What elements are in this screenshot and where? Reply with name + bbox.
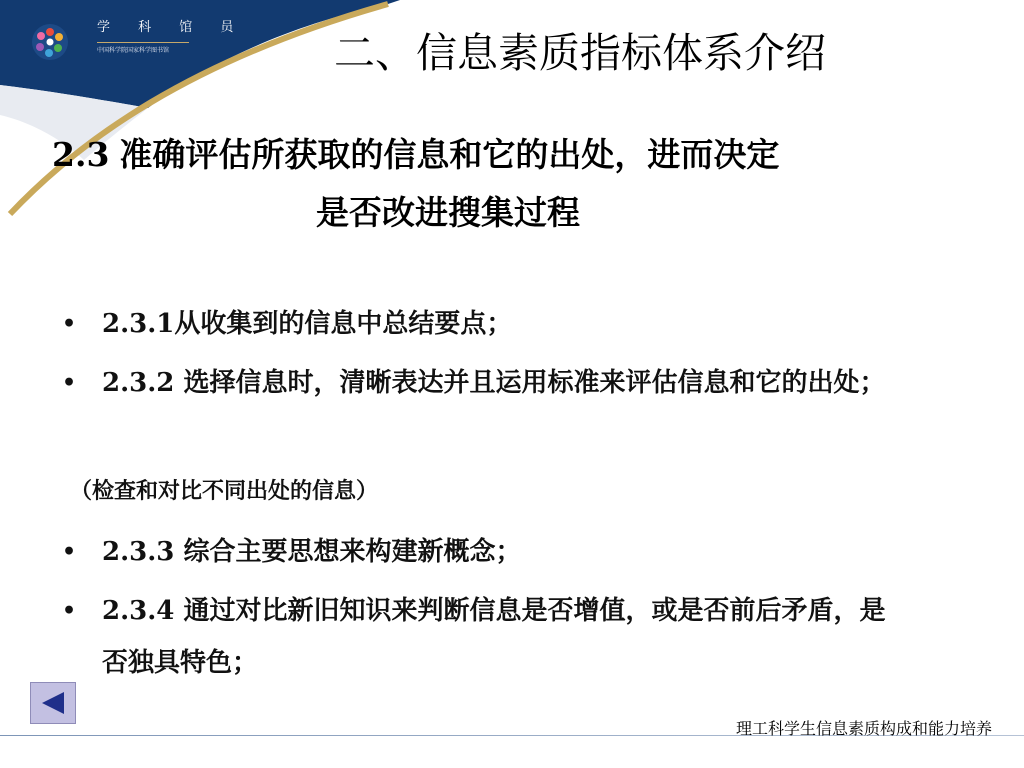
- logo-title: 学 科 馆 员: [97, 20, 246, 35]
- section-heading: [52, 126, 932, 242]
- bullet-number: 2.3.3: [102, 537, 175, 567]
- bullet-marker: •: [62, 370, 77, 396]
- section-heading-line1: 准确评估所获取的信息和它的出处，进而决定: [119, 135, 780, 174]
- bullet-item: [62, 585, 902, 689]
- bullet-marker: •: [62, 311, 77, 337]
- bullet-text: 通过对比新旧知识来判断信息是否增值，或是否前后矛盾，是否独具特色；: [102, 596, 886, 678]
- back-button[interactable]: [30, 682, 76, 724]
- bullet-number: 2.3.4: [102, 596, 175, 626]
- bullet-text: 选择信息时，清晰表达并且运用标准来评估信息和它的出处；: [174, 368, 886, 398]
- bullet-marker: •: [62, 539, 77, 565]
- bullet-number: 2.3.2: [102, 368, 175, 398]
- logo-subtitle: 中国科学院国家科学图书馆: [97, 42, 189, 54]
- bullet-item: [62, 298, 902, 350]
- bullet-item: [62, 526, 902, 578]
- slide-title: 二、信息素质指标体系介绍: [334, 29, 826, 77]
- section-number: 2.3: [52, 135, 110, 174]
- note-text: （检查和对比不同出处的信息）: [70, 478, 379, 504]
- bullet-marker: •: [62, 598, 77, 624]
- logo-icon: [30, 22, 70, 62]
- bullet-text: 从收集到的信息中总结要点；: [174, 309, 513, 339]
- section-heading-line2: 是否改进搜集过程: [316, 193, 580, 232]
- bullet-number: 2.3.1: [102, 309, 175, 339]
- bullet-text: 综合主要思想来构建新概念；: [174, 537, 522, 567]
- back-triangle-icon: [38, 689, 68, 717]
- footer-text: 理工科学生信息素质构成和能力培养: [735, 719, 992, 738]
- bullet-item: [62, 357, 902, 409]
